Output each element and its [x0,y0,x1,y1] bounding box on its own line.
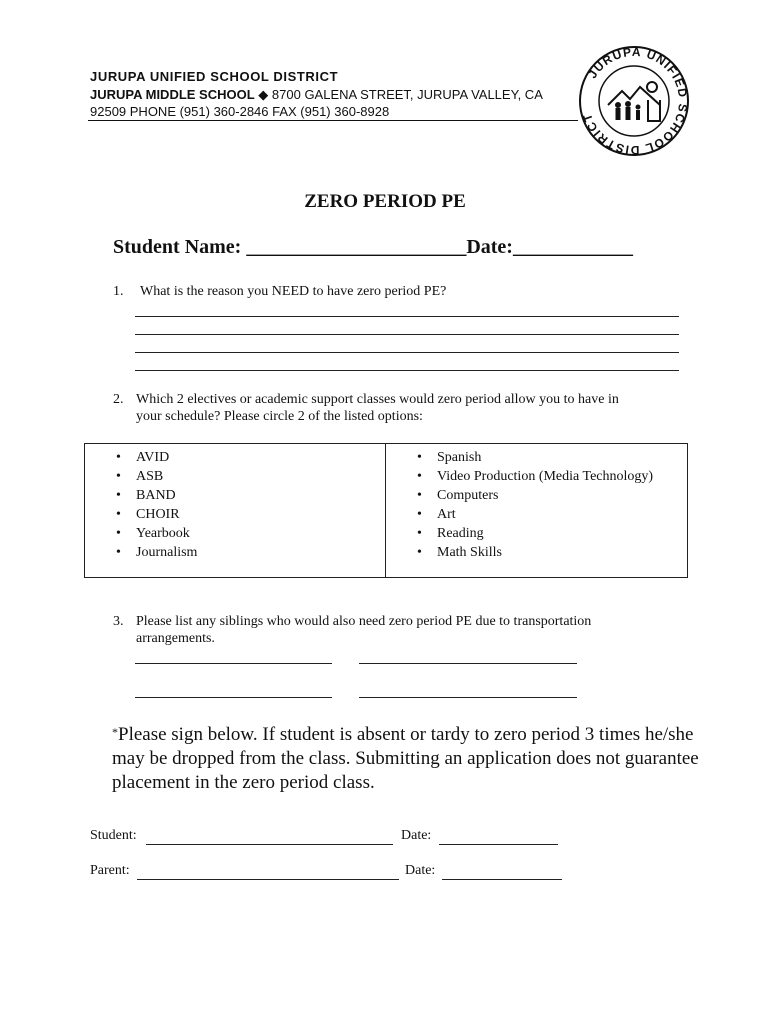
header-rule [88,120,586,121]
option-item[interactable]: • Computers [417,486,653,505]
form-title: ZERO PERIOD PE [304,191,466,212]
q2-text-line1: Which 2 electives or academic support classes would zero period allow you to have in [136,392,619,407]
sibling-line[interactable] [359,697,577,698]
parent-date-label: Date: [405,863,436,878]
q1-answer-line[interactable] [135,316,679,317]
q2-number: 2. [113,392,124,407]
school-address: 8700 GALENA STREET, JURUPA VALLEY, CA [268,87,543,102]
q3-text-line2: arrangements. [136,631,215,646]
option-item[interactable]: • Yearbook [116,524,197,543]
options-right-list [417,448,653,562]
option-item[interactable]: • BAND [116,486,197,505]
sibling-line[interactable] [135,663,332,664]
option-item[interactable]: • ASB [116,467,197,486]
parent-date-line[interactable] [442,879,562,880]
student-signature-label: Student: [90,828,137,843]
options-left-list [116,448,197,562]
option-item[interactable]: • Journalism [116,543,197,562]
q1-answer-line[interactable] [135,352,679,353]
notice-text: Please sign below. If student is absent or tardy to zero period 3 times he/she may be dropped from the class. Submitting an application does not guarantee placement in the zero period class. [112,724,699,793]
notice-asterisk: * [112,725,118,739]
option-item[interactable]: • Art [417,505,653,524]
parent-signature-line[interactable] [137,879,399,880]
option-item[interactable]: • Video Production (Media Technology) [417,467,653,486]
q1-answer-line[interactable] [135,370,679,371]
option-item[interactable]: • Spanish [417,448,653,467]
q2-text-line2: your schedule? Please circle 2 of the listed options: [136,409,423,424]
student-name-date-line: Student Name: ______________________Date:____________ [113,236,633,258]
q3-number: 3. [113,614,124,629]
student-date-line[interactable] [439,844,558,845]
option-item[interactable]: • CHOIR [116,505,197,524]
student-date-label: Date: [401,828,432,843]
option-item[interactable]: • Reading [417,524,653,543]
district-seal-icon [578,45,690,157]
signature-notice [112,720,712,795]
option-item[interactable]: • Math Skills [417,543,653,562]
school-address-line [90,87,543,103]
q1-answer-line[interactable] [135,334,679,335]
school-contact-line: 92509 PHONE (951) 360-2846 FAX (951) 360-8928 [90,104,390,119]
sibling-line[interactable] [359,663,577,664]
q3-text-line1: Please list any siblings who would also need zero period PE due to transportation [136,614,592,629]
student-signature-line[interactable] [146,844,393,845]
district-name: JURUPA UNIFIED SCHOOL DISTRICT [90,69,339,84]
option-item[interactable]: • AVID [116,448,197,467]
q1-text: What is the reason you NEED to have zero period PE? [140,284,447,299]
sibling-line[interactable] [135,697,332,698]
options-divider [385,444,386,577]
school-name: JURUPA MIDDLE SCHOOL [90,87,255,102]
diamond-icon: ◆ [258,87,269,102]
q1-number: 1. [113,284,124,299]
parent-signature-label: Parent: [90,863,130,878]
seal-text: JURUPA UNIFIED SCHOOL DISTRICT [579,45,690,157]
options-table [84,443,688,578]
